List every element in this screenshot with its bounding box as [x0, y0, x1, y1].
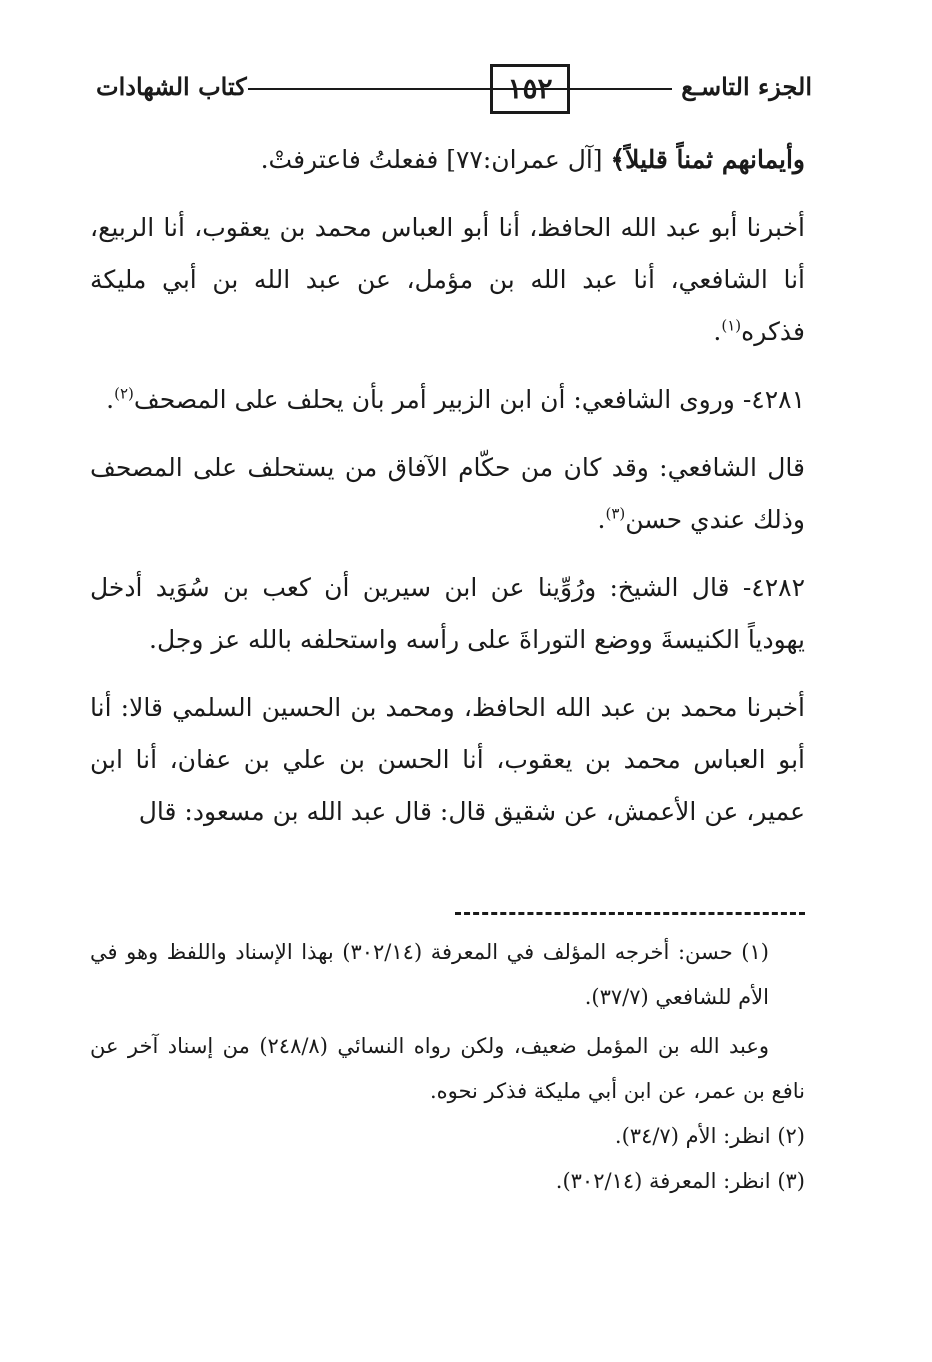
paragraph-4: قال الشافعي: وقد كان من حكّام الآفاق من يستحلف على المصحف وذلك عندي حسن$^{(٣)}$.: [90, 453, 805, 534]
footnote-1-continuation: وعبد الله بن المؤمل ضعيف، ولكن رواه النسائي (٢٤٨/٨) من إسناد آخر عن نافع بن عمر، عن ابن أبي مليكة فذكر نحوه.: [90, 1034, 805, 1103]
footnote-ref-3: (٣): [605, 504, 626, 523]
quran-ref: [آل عمران:٧٧] ففعلتُ فاعترفتْ.: [260, 145, 611, 174]
paragraph-3: ٤٢٨١- وروى الشافعي: أن ابن الزبير أمر بأن يحلف على المصحف$^{(٢)}$.: [106, 384, 805, 414]
paragraph-1: [90, 134, 805, 186]
paragraph-6: أخبرنا محمد بن عبد الله الحافظ، ومحمد بن الحسين السلمي قالا: أنا أبو العباس محمد بن يعقوب، أنا الحسن بن علي بن عفان، أنا ابن عمير، عن الأعمش، عن شقيق قال: قال عبد الله بن مسعود: قال: [90, 693, 805, 826]
volume-title: الجزء التاسـع: [681, 72, 812, 101]
page-header: [90, 66, 812, 112]
main-text: [90, 134, 805, 838]
book-title: كتاب الشهادات: [96, 72, 247, 101]
footnote-ref-2: (٢): [114, 384, 134, 403]
footnote-2: (٢) انظر: الأم (٣٤/٧).: [614, 1124, 805, 1148]
footnote-separator: [455, 912, 805, 915]
footnotes: [90, 930, 805, 1204]
header-rule-left: [248, 88, 486, 90]
footnote-3: (٣) انظر: المعرفة (٣٠٢/١٤).: [555, 1169, 805, 1193]
paragraph-5: ٤٢٨٢- قال الشيخ: ورُوِّينا عن ابن سيرين أن كعب بن سُوَيد أدخل يهودياً الكنيسةَ ووضع التوراةَ على رأسه واستحلفه بالله عز وجل.: [90, 573, 805, 654]
footnote-1: (١) حسن: أخرجه المؤلف في المعرفة (٣٠٢/١٤) بهذا الإسناد واللفظ وهو في الأم للشافعي (٣٧/٧).: [90, 940, 769, 1009]
paragraph-2: أخبرنا أبو عبد الله الحافظ، أنا أبو العباس محمد بن يعقوب، أنا الربيع، أنا الشافعي، أنا عبد الله بن مؤمل، عن عبد الله بن أبي مليكة فذكره$^{(١)}$.: [90, 213, 805, 346]
page-number: ١٥٢: [490, 64, 570, 114]
footnote-ref-1: (١): [721, 316, 742, 335]
quran-quote: وأيمانهم ثمناً قليلاً﴾: [610, 145, 805, 174]
